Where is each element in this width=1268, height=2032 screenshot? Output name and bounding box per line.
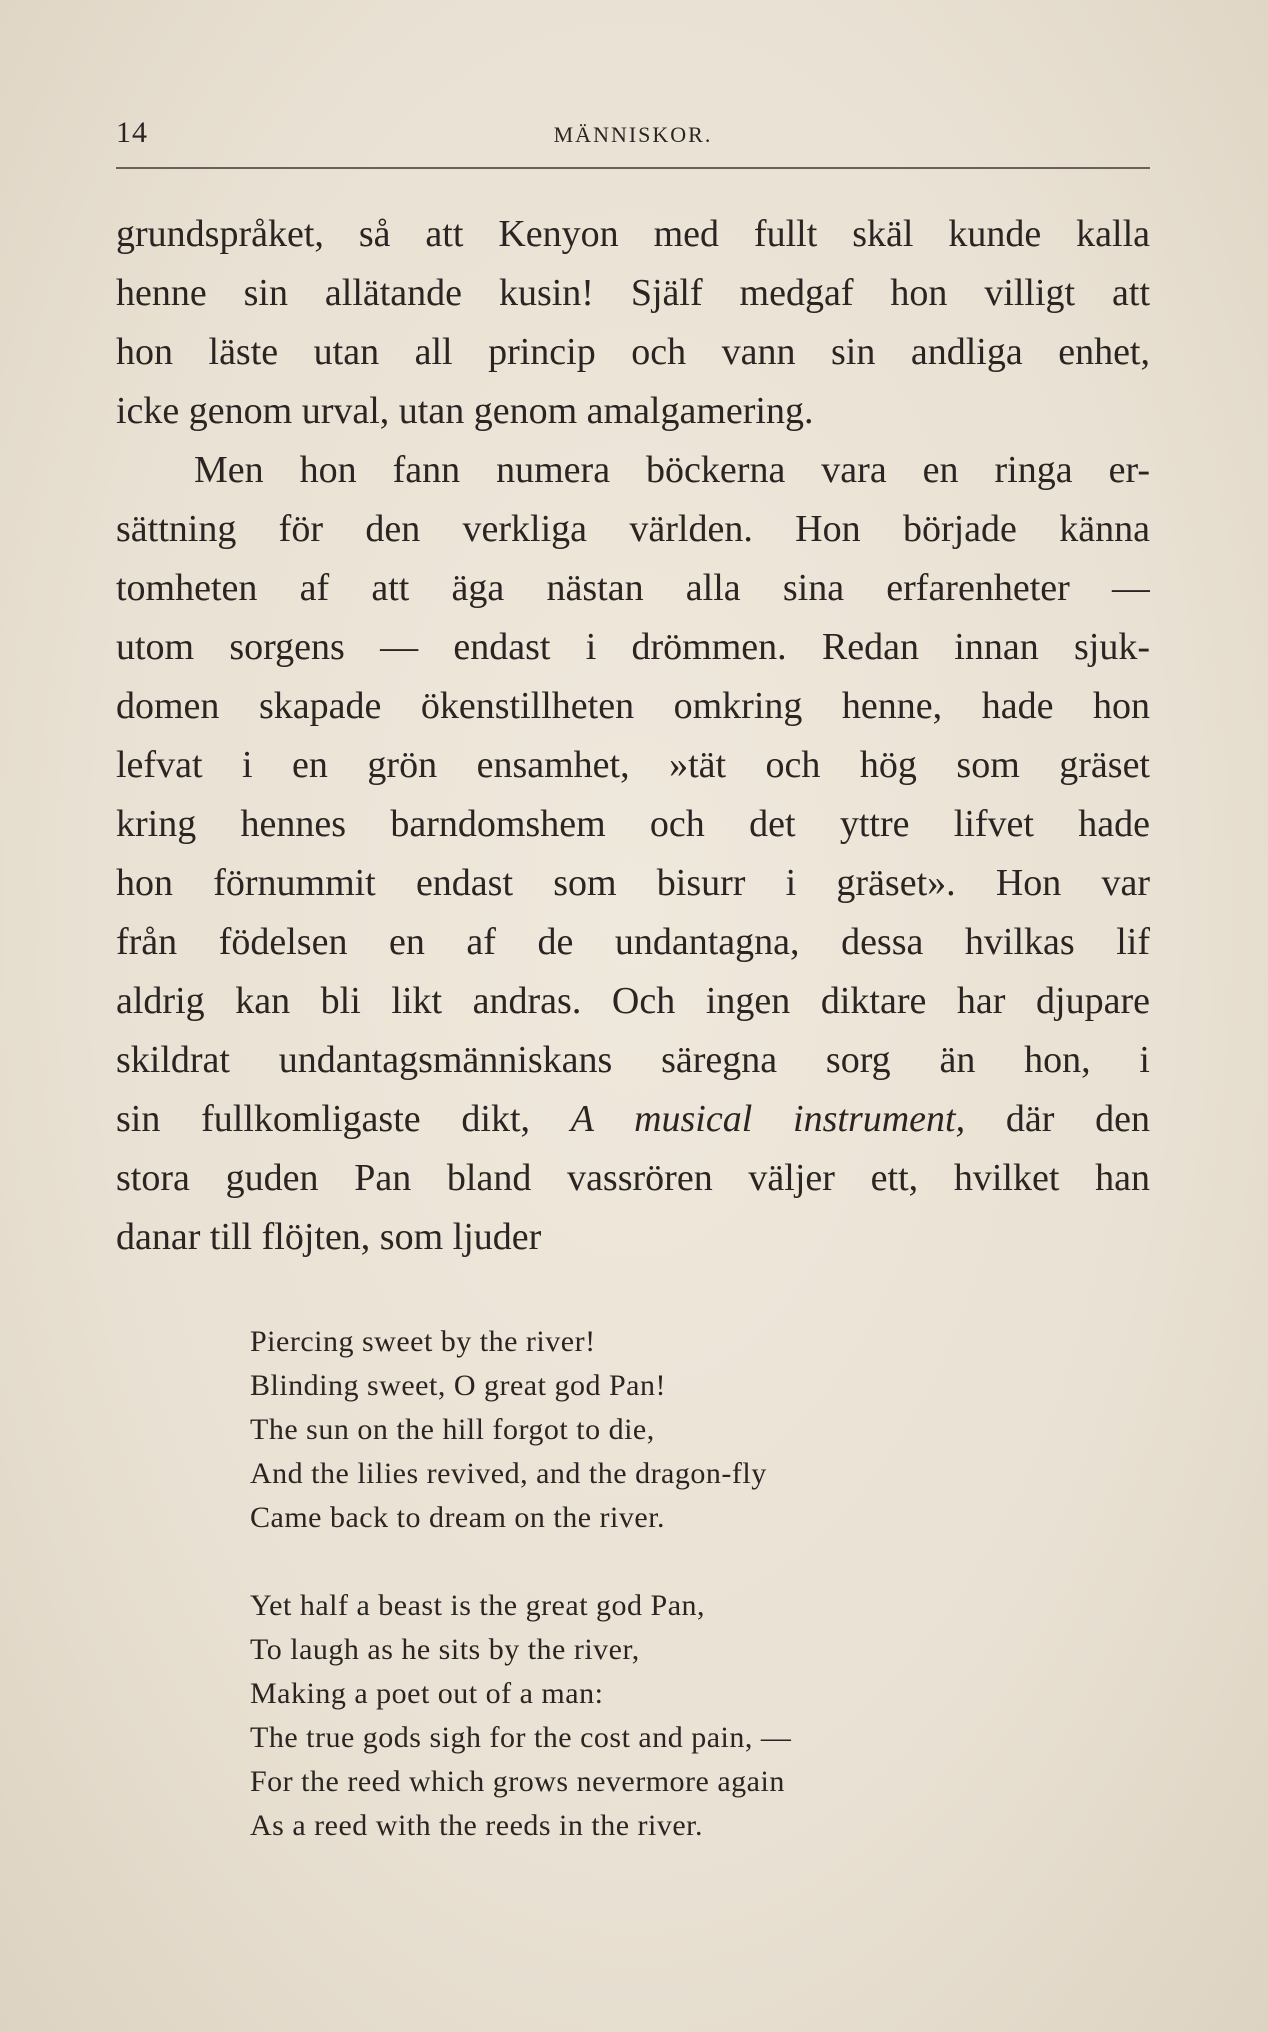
poem-line: Piercing sweet by the river! — [250, 1325, 596, 1358]
poem-line: To laugh as he sits by the river, — [250, 1633, 640, 1666]
prose-line: stora guden Pan bland vassrören väljer ett, hvilket han — [116, 1157, 1150, 1199]
prose-line: sättning för den verkliga världen. Hon började känna — [116, 508, 1150, 550]
prose-line: lefvat i en grön ensamhet, »tät och hög som gräset — [116, 744, 1150, 786]
header-rule — [116, 167, 1150, 169]
prose-line: domen skapade ökenstillheten omkring henne, hade hon — [116, 685, 1150, 727]
poem-line: Blinding sweet, O great god Pan! — [250, 1369, 666, 1402]
poem-line: Came back to dream on the river. — [250, 1501, 666, 1534]
poem-line: The true gods sigh for the cost and pain, — — [250, 1721, 792, 1754]
poem-stanza-2 — [250, 1584, 1010, 1848]
prose-line: hon läste utan all princip och vann sin andliga enhet, — [116, 331, 1150, 373]
poem-line: Yet half a beast is the great god Pan, — [250, 1589, 706, 1622]
page-number: 14 — [116, 116, 148, 149]
poem-stanza-1 — [250, 1320, 1010, 1540]
prose-line: kring hennes barndomshem och det yttre lifvet hade — [116, 803, 1150, 845]
prose-line: icke genom urval, utan genom amalgamering. — [116, 390, 814, 432]
prose-line: Men hon fann numera böckerna vara en ringa er- — [194, 449, 1150, 491]
prose-fragment: där den — [1005, 1098, 1150, 1140]
prose-line: henne sin allätande kusin! Själf medgaf hon villigt att — [116, 272, 1150, 314]
prose-line: utom sorgens — endast i drömmen. Redan innan sjuk- — [116, 626, 1150, 668]
prose-line: skildrat undantagsmänniskans säregna sorg än hon, i — [116, 1039, 1150, 1081]
poem-line: As a reed with the reeds in the river. — [250, 1809, 704, 1842]
prose-line: grundspråket, så att Kenyon med fullt skäl kunde kalla — [116, 213, 1150, 255]
prose-line: danar till flöjten, som ljuder — [116, 1216, 542, 1258]
prose-line: aldrig kan bli likt andras. Och ingen diktare har djupare — [116, 980, 1150, 1022]
prose-line: från födelsen en af de undantagna, dessa hvilkas lif — [116, 921, 1150, 963]
poem-line: The sun on the hill forgot to die, — [250, 1413, 655, 1446]
poem-line: For the reed which grows nevermore again — [250, 1765, 785, 1798]
prose-fragment: sin fullkomligaste dikt, — [116, 1098, 531, 1140]
poem-line: And the lilies revived, and the dragon-fly — [250, 1457, 767, 1490]
prose-line-with-title — [116, 1090, 1150, 1149]
prose-paragraphs — [116, 205, 1150, 1267]
prose-line: tomheten af att äga nästan alla sina erfarenheter — — [116, 567, 1150, 609]
page-header — [116, 112, 1150, 152]
running-title: MÄNNISKOR. — [553, 122, 713, 147]
poem-title: A musical instrument, — [570, 1098, 966, 1140]
poem-line: Making a poet out of a man: — [250, 1677, 604, 1710]
prose-line: hon förnummit endast som bisurr i gräset». Hon var — [116, 862, 1150, 904]
